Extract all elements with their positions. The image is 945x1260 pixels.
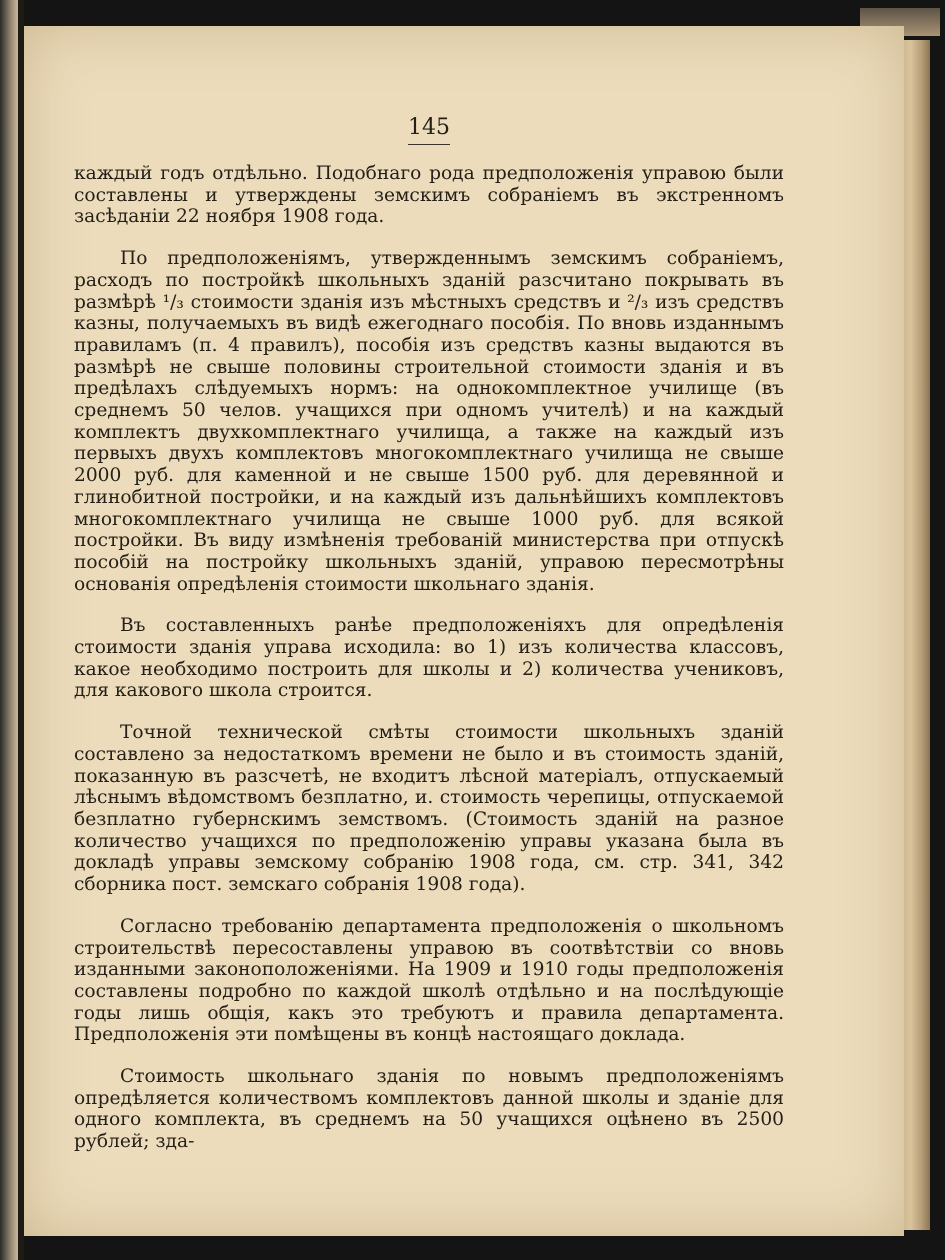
page-stack-edge (900, 40, 930, 1230)
paragraph-4: Точной технической смѣты стоимости школьныхъ зданій составлено за недостаткомъ времени не было и въ стоимость зданій, показанную въ разсчетѣ, не входитъ лѣсной матеріалъ, отпускаемый лѣснымъ вѣдомствомъ безплатно, и. стоимость черепицы, отпускаемой безплатно губернскимъ земствомъ. (Стоимость зданій на разное количество учащихся по предположенію управы указана была въ докладѣ управы земскому собранію 1908 года, см. стр. 341, 342 сборника пост. земскаго собранія 1908 года). (74, 722, 784, 896)
paragraph-3: Въ составленныхъ ранѣе предположеніяхъ для опредѣленія стоимости зданія управа исходила: во 1) изъ количества классовъ, какое необходимо построить для школы и 2) количества учениковъ, для какового школа строится. (74, 615, 784, 702)
paragraph-5: Согласно требованію департамента предположенія о школьномъ строительствѣ пересоставлены управою въ соотвѣтствіи со вновь изданными законоположеніями. На 1909 и 1910 годы предположенія составлены подробно по каждой школѣ отдѣльно и на послѣдующіе годы лишь общія, какъ это требуютъ и правила департамента. Предположенія эти помѣщены въ концѣ настоящаго доклада. (74, 915, 784, 1046)
paragraph-1: каждый годъ отдѣльно. Подобнаго рода предположенія управою были составлены и утверждены земскимъ собраніемъ въ экстренномъ засѣданіи 22 ноября 1908 года. (74, 163, 784, 228)
page-content (74, 114, 784, 1173)
paragraph-6: Стоимость школьнаго зданія по новымъ предположеніямъ опредѣляется количествомъ комплектовъ данной школы и зданіе для одного комплекта, въ среднемъ на 50 учащихся оцѣнено въ 2500 рублей; зда- (74, 1066, 784, 1153)
paragraph-2: По предположеніямъ, утвержденнымъ земскимъ собраніемъ, расходъ по постройкѣ школьныхъ зданій разсчитано покрывать въ размѣрѣ ¹/₃ стоимости зданія изъ мѣстныхъ средствъ и ²/₃ изъ средствъ казны, получаемыхъ въ видѣ ежегоднаго пособія. По вновь изданнымъ правиламъ (п. 4 правилъ), пособія изъ средствъ казны выдаются въ размѣрѣ не свыше половины строительной стоимости зданія и въ предѣлахъ слѣдуемыхъ нормъ: на однокомплектное училище (въ среднемъ 50 челов. учащихся при одномъ учителѣ) и на каждый комплектъ двухкомплектнаго училища, а также на каждый изъ первыхъ двухъ комплектовъ многокомплектнаго училища не свыше 2000 руб. для каменной и не свыше 1500 руб. для деревянной и глинобитной постройки, и на каждый изъ дальнѣйшихъ комплектовъ многокомплектнаго училища не свыше 1000 руб. для всякой постройки. Въ виду измѣненія требованій министерства при отпускѣ пособій на постройку школьныхъ зданій, управою пересмотрѣны основанія опредѣленія стоимости школьнаго зданія. (74, 248, 784, 595)
page-number (74, 114, 784, 145)
page-number-text: 145 (408, 114, 450, 145)
